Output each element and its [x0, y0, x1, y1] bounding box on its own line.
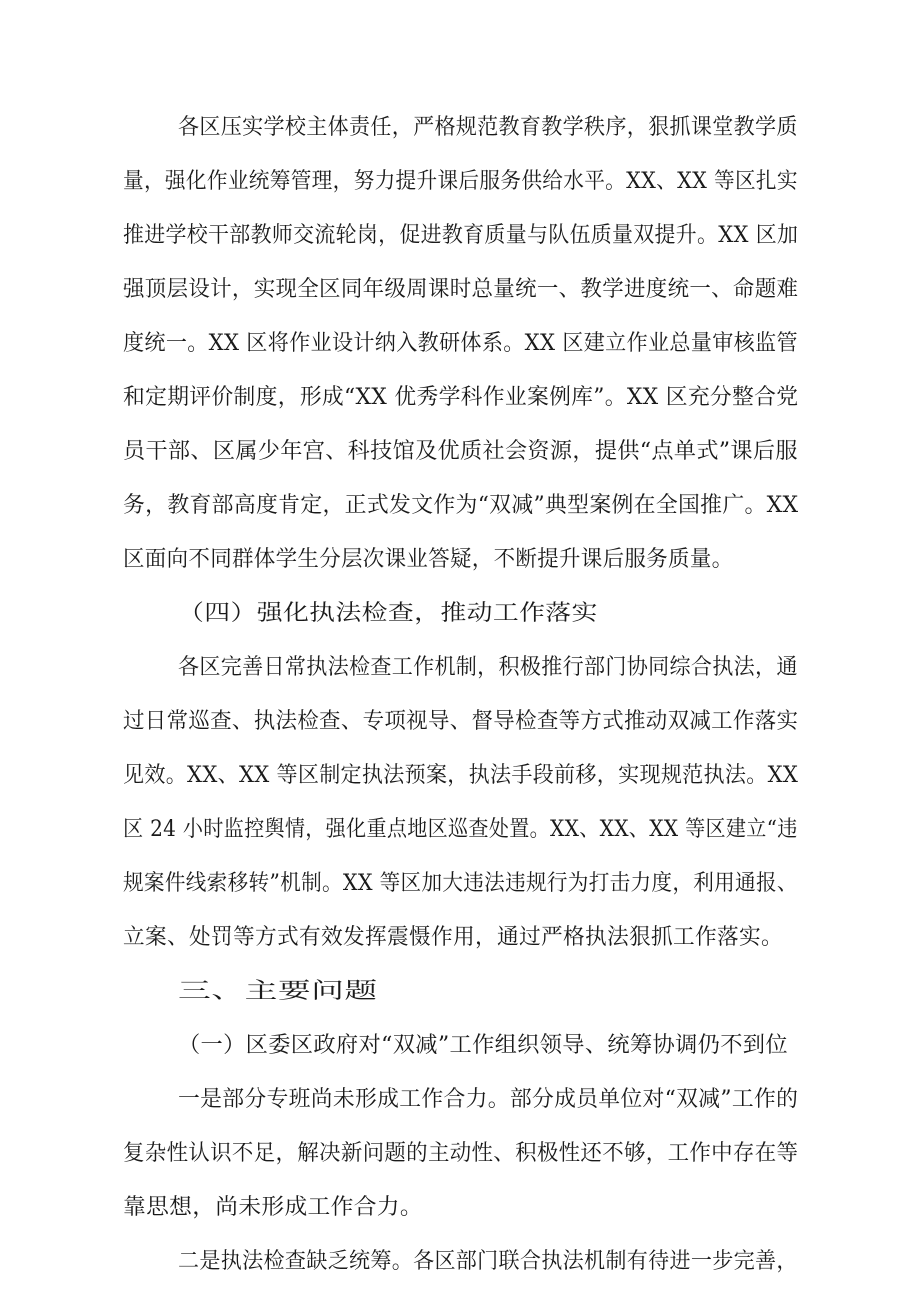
paragraph-1-line-4: 强顶层设计，实现全区同年级周课时总量统一、教学进度统一、命题难: [123, 277, 799, 302]
paragraph-1-line-6: 和定期评价制度，形成“XX 优秀学科作业案例库”。XX 区充分整合党: [123, 385, 799, 410]
paragraph-1-line-7: 员干部、区属少年宫、科技馆及优质社会资源，提供“点单式”课后服: [123, 439, 798, 464]
paragraph-1-line-8: 务，教育部高度肯定，正式发文作为“双减”典型案例在全国推广。XX: [123, 493, 799, 518]
paragraph-2-line-3: 见效。XX、XX 等区制定执法预案，执法手段前移，实现规范执法。XX: [123, 763, 799, 788]
paragraph-1-line-3: 推进学校干部教师交流轮岗，促进教育质量与队伍质量双提升。XX 区加: [123, 223, 799, 248]
paragraph-3-line-2: 复杂性认识不足，解决新问题的主动性、积极性还不够，工作中存在等: [123, 1141, 799, 1166]
paragraph-3-line-3: 靠思想，尚未形成工作合力。: [123, 1195, 423, 1220]
paragraph-1-line-9: 区面向不同群体学生分层次课业答疑，不断提升课后服务质量。: [123, 547, 734, 572]
chapter-heading-3: 三、主要问题: [178, 979, 378, 1004]
paragraph-2-line-4: 区 24 小时监控舆情，强化重点地区巡查处置。XX、XX、XX 等区建立“违: [123, 817, 798, 842]
paragraph-2-line-2: 过日常巡查、执法检查、专项视导、督导检查等方式推动双减工作落实: [123, 709, 799, 734]
paragraph-1-line-1: 各区压实学校主体责任，严格规范教育教学秩序，狠抓课堂教学质: [178, 115, 798, 140]
section-heading-4: （四）强化执法检查，推动工作落实: [178, 601, 598, 626]
paragraph-1-line-2: 量，强化作业统筹管理，努力提升课后服务供给水平。XX、XX 等区扎实: [123, 169, 798, 194]
paragraph-4-line-1: 二是执法检查缺乏统筹。各区部门联合执法机制有待进一步完善，: [178, 1249, 798, 1274]
paragraph-3-line-1: 一是部分专班尚未形成工作合力。部分成员单位对“双减”工作的: [178, 1087, 799, 1112]
paragraph-2-line-1: 各区完善日常执法检查工作机制，积极推行部门协同综合执法，通: [178, 655, 798, 680]
paragraph-2-line-6: 立案、处罚等方式有效发挥震慑作用，通过严格执法狠抓工作落实。: [123, 925, 783, 950]
paragraph-1-line-5: 度统一。XX 区将作业设计纳入教研体系。XX 区建立作业总量审核监管: [123, 331, 798, 356]
paragraph-2-line-5: 规案件线索移转”机制。XX 等区加大违法违规行为打击力度，利用通报、: [123, 871, 798, 896]
section-heading-1: （一）区委区政府对“双减”工作组织领导、统筹协调仍不到位: [178, 1033, 788, 1058]
